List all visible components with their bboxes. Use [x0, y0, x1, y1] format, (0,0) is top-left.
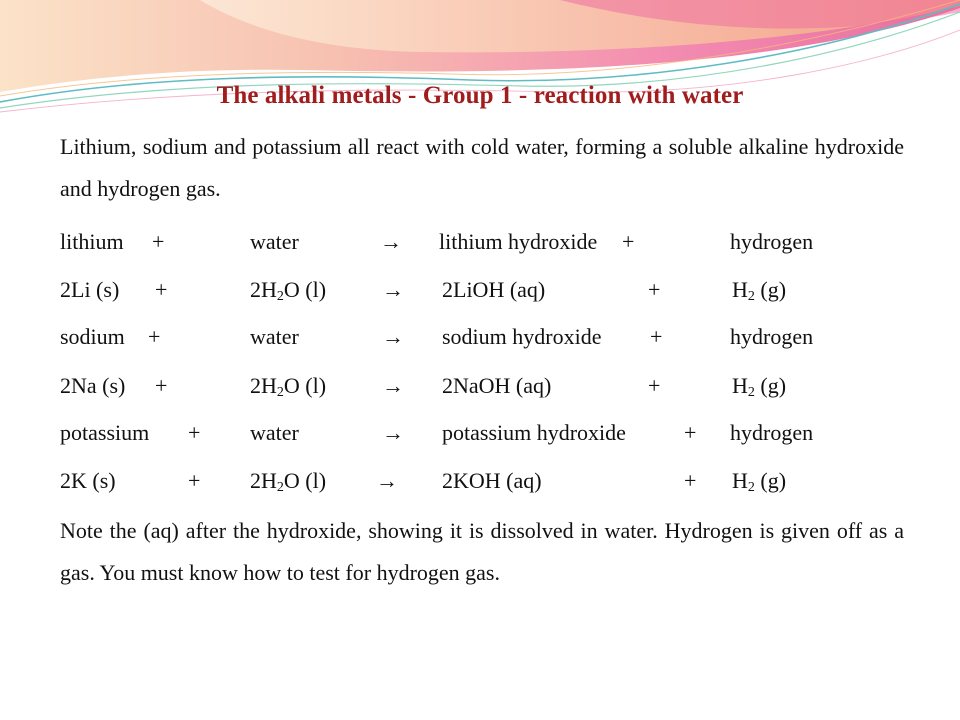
reactant-metal-symbol: 2Na (s)	[60, 373, 126, 398]
plus-sign: +	[648, 277, 661, 302]
sodium-symbol-equation	[60, 373, 920, 403]
water-formula: $2H_2O$ (l)	[250, 468, 327, 495]
plus-sign: +	[155, 277, 168, 302]
product-hydrogen: hydrogen	[730, 420, 814, 445]
plus-sign: +	[648, 373, 661, 398]
water-formula: $2H_2O$ (l)	[250, 373, 327, 400]
reactant-metal: potassium	[60, 420, 150, 445]
reactant-water: water	[250, 420, 299, 445]
potassium-symbol-equation	[60, 468, 920, 498]
product-hydroxide: sodium hydroxide	[442, 324, 602, 349]
potassium-word-equation	[60, 420, 920, 450]
plus-sign: +	[188, 420, 201, 445]
reactant-metal: lithium	[60, 229, 124, 254]
plus-sign: +	[622, 229, 635, 254]
plus-sign: +	[188, 468, 201, 493]
product-hydroxide: potassium hydroxide	[442, 420, 626, 445]
plus-sign: +	[148, 324, 161, 349]
lithium-word-equation	[60, 229, 920, 259]
water-formula: $2H_2O$ (l)	[250, 277, 327, 304]
note-paragraph: Note the (aq) after the hydroxide, showing it is dissolved in water. Hydrogen is given off as a gas. You must know how to test for hydrogen gas.	[60, 518, 904, 585]
plus-sign: +	[684, 420, 697, 445]
hydrogen-formula: $H_2$ (g)	[732, 373, 787, 400]
slide-title: The alkali metals - Group 1 - reaction with water	[216, 82, 744, 109]
product-hydroxide: lithium hydroxide	[439, 229, 598, 254]
reaction-arrow: →	[382, 420, 404, 445]
reactant-metal-symbol: 2K (s)	[60, 468, 116, 493]
reactant-metal: sodium	[60, 324, 125, 349]
plus-sign: +	[152, 229, 165, 254]
reaction-arrow: →	[380, 229, 402, 254]
reaction-arrow: →	[376, 468, 398, 493]
plus-sign: +	[684, 468, 697, 493]
reactant-water: water	[250, 324, 299, 349]
product-hydroxide-formula: 2KOH (aq)	[442, 468, 542, 493]
reaction-arrow: →	[382, 277, 404, 302]
reactant-water: water	[250, 229, 299, 254]
sodium-word-equation	[60, 324, 920, 354]
plus-sign: +	[650, 324, 663, 349]
lithium-symbol-equation	[60, 277, 920, 307]
reactant-metal-symbol: 2Li (s)	[60, 277, 120, 302]
product-hydroxide-formula: 2NaOH (aq)	[442, 373, 552, 398]
product-hydrogen: hydrogen	[730, 324, 814, 349]
product-hydroxide-formula: 2LiOH (aq)	[442, 277, 546, 302]
hydrogen-formula: $H_2$ (g)	[732, 468, 787, 495]
reaction-arrow: →	[382, 373, 404, 398]
product-hydrogen: hydrogen	[730, 229, 814, 254]
plus-sign: +	[155, 373, 168, 398]
intro-paragraph: Lithium, sodium and potassium all react with cold water, forming a soluble alkaline hydroxide and hydrogen gas.	[60, 134, 904, 201]
hydrogen-formula: $H_2$ (g)	[732, 277, 787, 304]
reaction-arrow: →	[382, 324, 404, 349]
